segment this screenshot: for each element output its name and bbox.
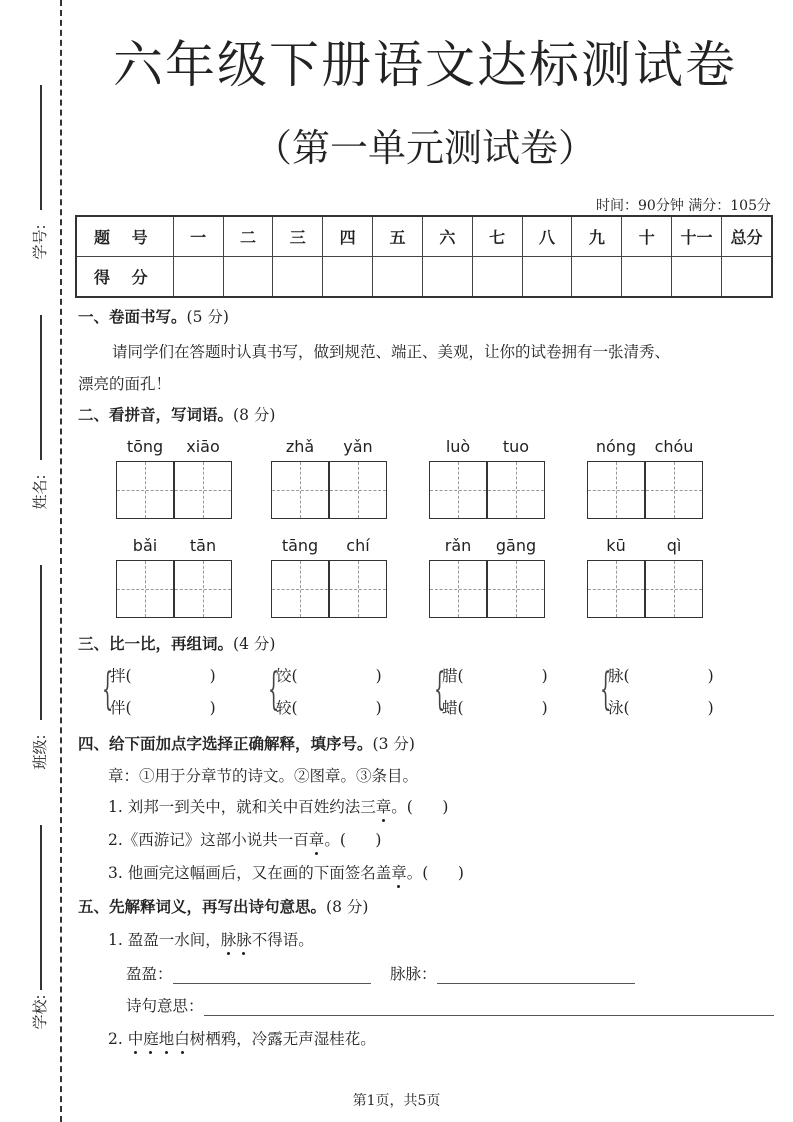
- writing-box[interactable]: [116, 461, 174, 519]
- maimai-answer: 脉脉：: [390, 962, 635, 984]
- brace-icon: {: [268, 664, 280, 715]
- word-pair-item[interactable]: 较( ): [276, 699, 382, 717]
- score-cell[interactable]: [472, 257, 522, 298]
- pinyin-label: nóng: [595, 437, 637, 456]
- pinyin-label: tān: [189, 536, 217, 555]
- score-table-header-cell: 十一: [672, 216, 722, 257]
- answer-line[interactable]: [173, 983, 371, 984]
- word-pair-item[interactable]: 脉( ): [608, 667, 714, 685]
- meaning-answer: 诗句意思：: [126, 994, 774, 1016]
- pinyin-label: tāng: [281, 536, 319, 555]
- word-pair-item[interactable]: 腊( ): [442, 667, 548, 685]
- score-table-header-cell: 八: [522, 216, 572, 257]
- writing-box[interactable]: [429, 560, 487, 618]
- name-label: 姓名:: [31, 474, 49, 510]
- margin-line: [40, 825, 42, 990]
- brace-icon: {: [600, 664, 612, 715]
- writing-box[interactable]: [587, 461, 645, 519]
- score-cell[interactable]: [373, 257, 423, 298]
- pinyin-label: tuo: [502, 437, 530, 456]
- score-cell[interactable]: [721, 257, 772, 298]
- writing-box[interactable]: [329, 560, 387, 618]
- question-item: 2.《西游记》这部小说共一百章。( ): [108, 831, 382, 849]
- word-pair-item[interactable]: 拌( ): [110, 667, 216, 685]
- pinyin-label: yǎn: [343, 437, 373, 456]
- score-table-header-cell: 九: [572, 216, 622, 257]
- section-1-text: 请同学们在答题时认真书写，做到规范、端正、美观，让你的试卷拥有一张清秀、: [112, 343, 671, 361]
- score-row-label: 得 分: [76, 257, 173, 298]
- margin-line: [40, 565, 42, 720]
- pinyin-label: gāng: [495, 536, 537, 555]
- score-table-header-row: [76, 216, 772, 257]
- school-label: 学校:: [31, 994, 49, 1030]
- pinyin-label: rǎn: [444, 536, 472, 555]
- writing-box[interactable]: [174, 560, 232, 618]
- writing-box[interactable]: [329, 461, 387, 519]
- score-table-header-cell: 题 号: [76, 216, 173, 257]
- word-pair-item[interactable]: 饺( ): [276, 667, 382, 685]
- word-pair-item[interactable]: 伴( ): [110, 699, 216, 717]
- writing-box[interactable]: [116, 560, 174, 618]
- word-pair-item[interactable]: 泳( ): [608, 699, 714, 717]
- score-cell[interactable]: [422, 257, 472, 298]
- binding-dashed-line: [60, 0, 62, 1122]
- writing-box[interactable]: [174, 461, 232, 519]
- answer-line[interactable]: [437, 983, 635, 984]
- writing-box[interactable]: [487, 461, 545, 519]
- score-table-header-cell: 十: [622, 216, 672, 257]
- score-table-score-row: [76, 257, 772, 298]
- writing-box[interactable]: [587, 560, 645, 618]
- answer-blank[interactable]: 。( ): [391, 798, 449, 816]
- score-cell[interactable]: [672, 257, 722, 298]
- writing-box[interactable]: [271, 560, 329, 618]
- question-item: 3. 他画完这幅画后，又在画的下面签名盖章。( ): [108, 864, 464, 882]
- pinyin-label: qì: [666, 536, 682, 555]
- section-5-heading: 五、先解释词义，再写出诗句意思。(8 分): [78, 898, 369, 916]
- pinyin-label: luò: [445, 437, 471, 456]
- section-1-text: 漂亮的面孔！: [78, 375, 172, 393]
- margin-line: [40, 315, 42, 460]
- page-subtitle: （第一单元测试卷）: [253, 126, 596, 170]
- class-label: 班级:: [31, 734, 49, 770]
- definition-text: 章：①用于分章节的诗文。②图章。③条目。: [108, 767, 419, 785]
- score-table-header-cell: 三: [273, 216, 323, 257]
- brace-icon: {: [102, 664, 114, 715]
- score-table-header-cell: 六: [422, 216, 472, 257]
- score-cell[interactable]: [522, 257, 572, 298]
- pinyin-label: tōng: [126, 437, 164, 456]
- writing-box[interactable]: [429, 461, 487, 519]
- poem-line-2: 2. 中庭地白树栖鸦，冷露无声湿桂花。: [108, 1030, 376, 1048]
- score-table-header-cell: 二: [223, 216, 273, 257]
- writing-box[interactable]: [645, 560, 703, 618]
- score-cell[interactable]: [323, 257, 373, 298]
- answer-blank[interactable]: 。( ): [324, 831, 382, 849]
- page-footer: 第1页，共5页: [352, 1093, 441, 1109]
- page-title: 六年级下册语文达标测试卷: [113, 36, 737, 94]
- section-3-heading: 三、比一比，再组词。(4 分): [78, 635, 276, 653]
- score-cell[interactable]: [273, 257, 323, 298]
- question-item: 1. 刘邦一到关中，就和关中百姓约法三章。( ): [108, 798, 449, 816]
- exam-meta: 时间：90分钟 满分：105分: [596, 198, 771, 214]
- score-table: [75, 215, 773, 298]
- section-1-heading: 一、卷面书写。(5 分): [78, 308, 229, 326]
- margin-line: [40, 85, 42, 210]
- section-2-heading: 二、看拼音，写词语。(8 分): [78, 406, 276, 424]
- score-table-header-cell: 一: [173, 216, 223, 257]
- yingying-answer: 盈盈：: [126, 962, 371, 984]
- answer-line[interactable]: [204, 1015, 774, 1016]
- score-cell[interactable]: [622, 257, 672, 298]
- score-cell[interactable]: [173, 257, 223, 298]
- poem-line-1: 1. 盈盈一水间，脉脉不得语。: [108, 931, 314, 949]
- score-table-header-cell: 五: [373, 216, 423, 257]
- writing-box[interactable]: [271, 461, 329, 519]
- writing-box[interactable]: [645, 461, 703, 519]
- pinyin-label: zhǎ: [285, 437, 315, 456]
- score-cell[interactable]: [223, 257, 273, 298]
- writing-box[interactable]: [487, 560, 545, 618]
- pinyin-label: chí: [346, 536, 370, 555]
- score-table-header-cell: 总分: [721, 216, 772, 257]
- score-cell[interactable]: [572, 257, 622, 298]
- student-id-label: 学号:: [31, 224, 49, 260]
- word-pair-item[interactable]: 蜡( ): [442, 699, 548, 717]
- answer-blank[interactable]: 。( ): [406, 864, 464, 882]
- pinyin-label: xiāo: [186, 437, 220, 456]
- section-4-heading: 四、给下面加点字选择正确解释，填序号。(3 分): [78, 735, 415, 753]
- score-table-header-cell: 七: [472, 216, 522, 257]
- pinyin-label: bǎi: [132, 536, 158, 555]
- pinyin-label: kū: [606, 536, 626, 555]
- pinyin-label: chóu: [654, 437, 694, 456]
- score-table-header-cell: 四: [323, 216, 373, 257]
- brace-icon: {: [434, 664, 446, 715]
